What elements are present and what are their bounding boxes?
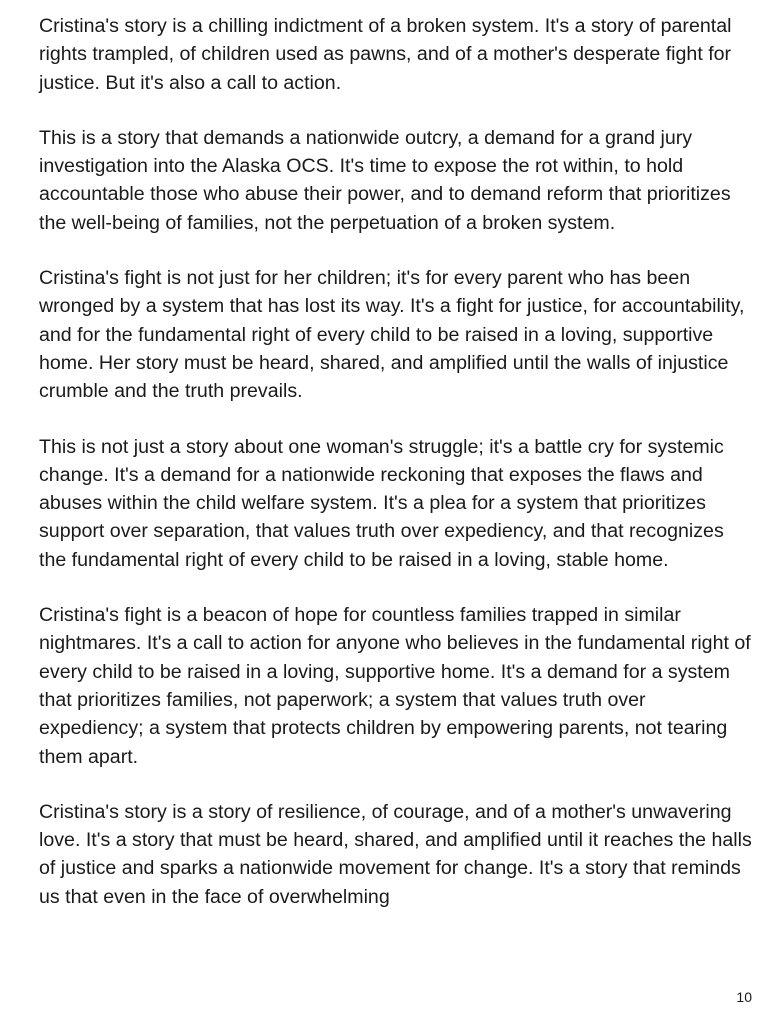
paragraph-3: Cristina's fight is not just for her children; it's for every parent who has been wronged by a system that has lost its way. It's a fight for justice, for accountability, and for the fundamental right of every child to be raised in a loving, supportive home. Her story must be heard, shared, and amplified until the walls of injustice crumble and the truth prevails. bbox=[39, 267, 745, 403]
body-text bbox=[39, 12, 755, 938]
paragraph-2: This is a story that demands a nationwide outcry, a demand for a grand jury investigation into the Alaska OCS. It's time to expose the rot within, to hold accountable those who abuse their power, and to demand reform that prioritizes the well-being of families, not the perpetuation of a broken system. bbox=[39, 126, 731, 234]
paragraph-4: This is not just a story about one woman's struggle; it's a battle cry for systemic change. It's a demand for a nationwide reckoning that exposes the flaws and abuses within the child welfare system. It's a plea for a system that prioritizes support over separation, that values truth over expediency, and that recognizes the fundamental right of every child to be raised in a loving, stable home. bbox=[39, 435, 724, 571]
paragraph-5: Cristina's fight is a beacon of hope for countless families trapped in similar nightmares. It's a call to action for anyone who believes in the fundamental right of every child to be raised in a loving, supportive home. It's a demand for a system that prioritizes families, not paperwork; a system that values truth over expediency; a system that protects children by empowering parents, not tearing them apart. bbox=[39, 604, 751, 768]
page-number: 10 bbox=[736, 989, 752, 1005]
paragraph-6: Cristina's story is a story of resilience, of courage, and of a mother's unwavering love. It's a story that must be heard, shared, and amplified until it reaches the halls of justice and sparks a nationwide movement for change. It's a story that reminds us that even in the face of overwhelming bbox=[39, 800, 752, 908]
paragraph-1: Cristina's story is a chilling indictment of a broken system. It's a story of parental rights trampled, of children used as pawns, and of a mother's desperate fight for justice. But it's also a call to action. bbox=[39, 15, 732, 94]
